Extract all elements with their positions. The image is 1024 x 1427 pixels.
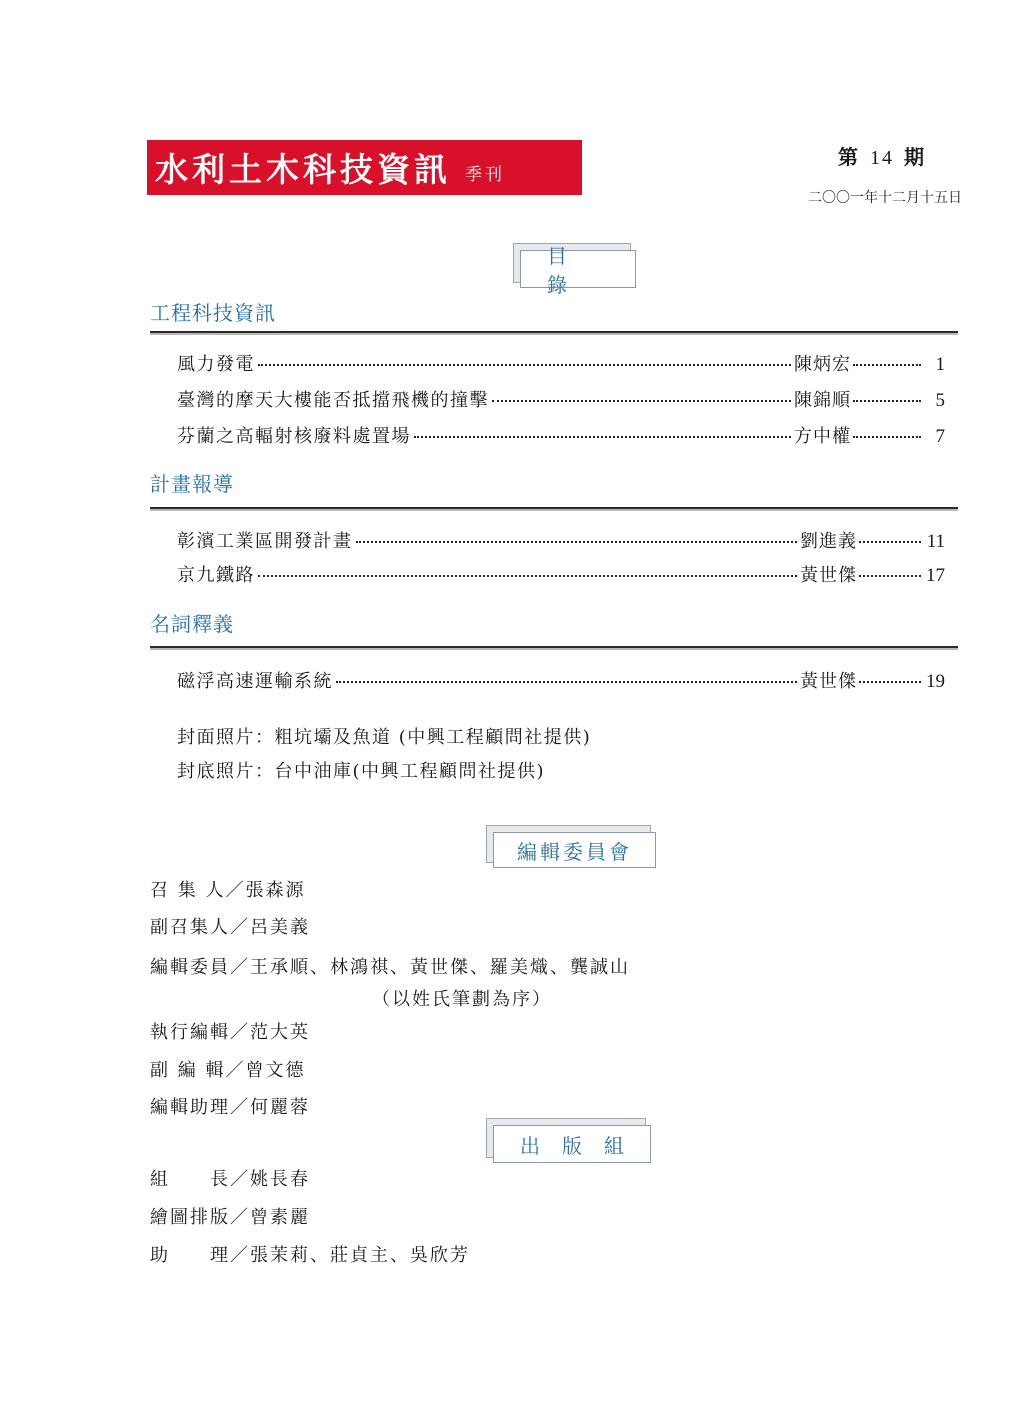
convener: 召 集 人／張森源 — [150, 880, 306, 901]
cover-photo-credit: 封面照片：粗坑壩及魚道 (中興工程顧問社提供) — [177, 727, 592, 748]
toc-entry[interactable]: 磁浮高速運輸系統 黃世傑 19 — [177, 671, 945, 692]
toc-entry[interactable]: 臺灣的摩天大樓能否抵擋飛機的撞擊 陳錦順 5 — [177, 390, 945, 411]
publishing-group-heading: 出版組 — [493, 1125, 651, 1163]
masthead-banner — [147, 140, 582, 195]
section-divider — [150, 646, 958, 648]
section-divider — [150, 331, 958, 333]
toc-entry[interactable]: 京九鐵路 黃世傑 17 — [177, 565, 945, 586]
back-photo-credit: 封底照片：台中油庫(中興工程顧問社提供) — [177, 761, 546, 782]
vice-editor: 副 編 輯／曾文德 — [150, 1060, 306, 1081]
executive-editor: 執行編輯／范大英 — [150, 1022, 310, 1043]
journal-title: 水利土木科技資訊 — [155, 150, 451, 189]
section-title: 名詞釋義 — [150, 612, 234, 636]
editorial-assistant: 編輯助理／何麗蓉 — [150, 1097, 310, 1118]
toc-entry[interactable]: 芬蘭之高輻射核廢料處置場 方中權 7 — [177, 426, 945, 447]
committee-members: 編輯委員／王承順、林鴻祺、黃世傑、羅美熾、龔誠山 — [150, 957, 630, 978]
publishing-assistants: 助 理／張茉莉、莊貞主、吳欣芳 — [150, 1245, 470, 1266]
toc-heading: 目錄 — [520, 250, 636, 288]
toc-entry[interactable]: 彰濱工業區開發計畫 劉進義 11 — [177, 531, 945, 552]
editorial-committee-heading: 編輯委員會 — [493, 832, 656, 868]
group-leader: 組 長／姚長春 — [150, 1169, 310, 1190]
section-divider — [150, 507, 958, 509]
layout-designer: 繪圖排版／曾素麗 — [150, 1207, 310, 1228]
issue-number: 第 14 期 — [838, 145, 926, 169]
section-title: 計畫報導 — [150, 472, 234, 496]
journal-subtitle: 季刊 — [465, 165, 505, 185]
toc-entry[interactable]: 風力發電 陳炳宏 1 — [177, 354, 945, 375]
section-title: 工程科技資訊 — [150, 301, 276, 325]
vice-convener: 副召集人／呂美義 — [150, 917, 310, 938]
members-order-note: （以姓氏筆劃為序） — [372, 989, 552, 1010]
issue-date: 二〇〇一年十二月十五日 — [808, 190, 962, 206]
